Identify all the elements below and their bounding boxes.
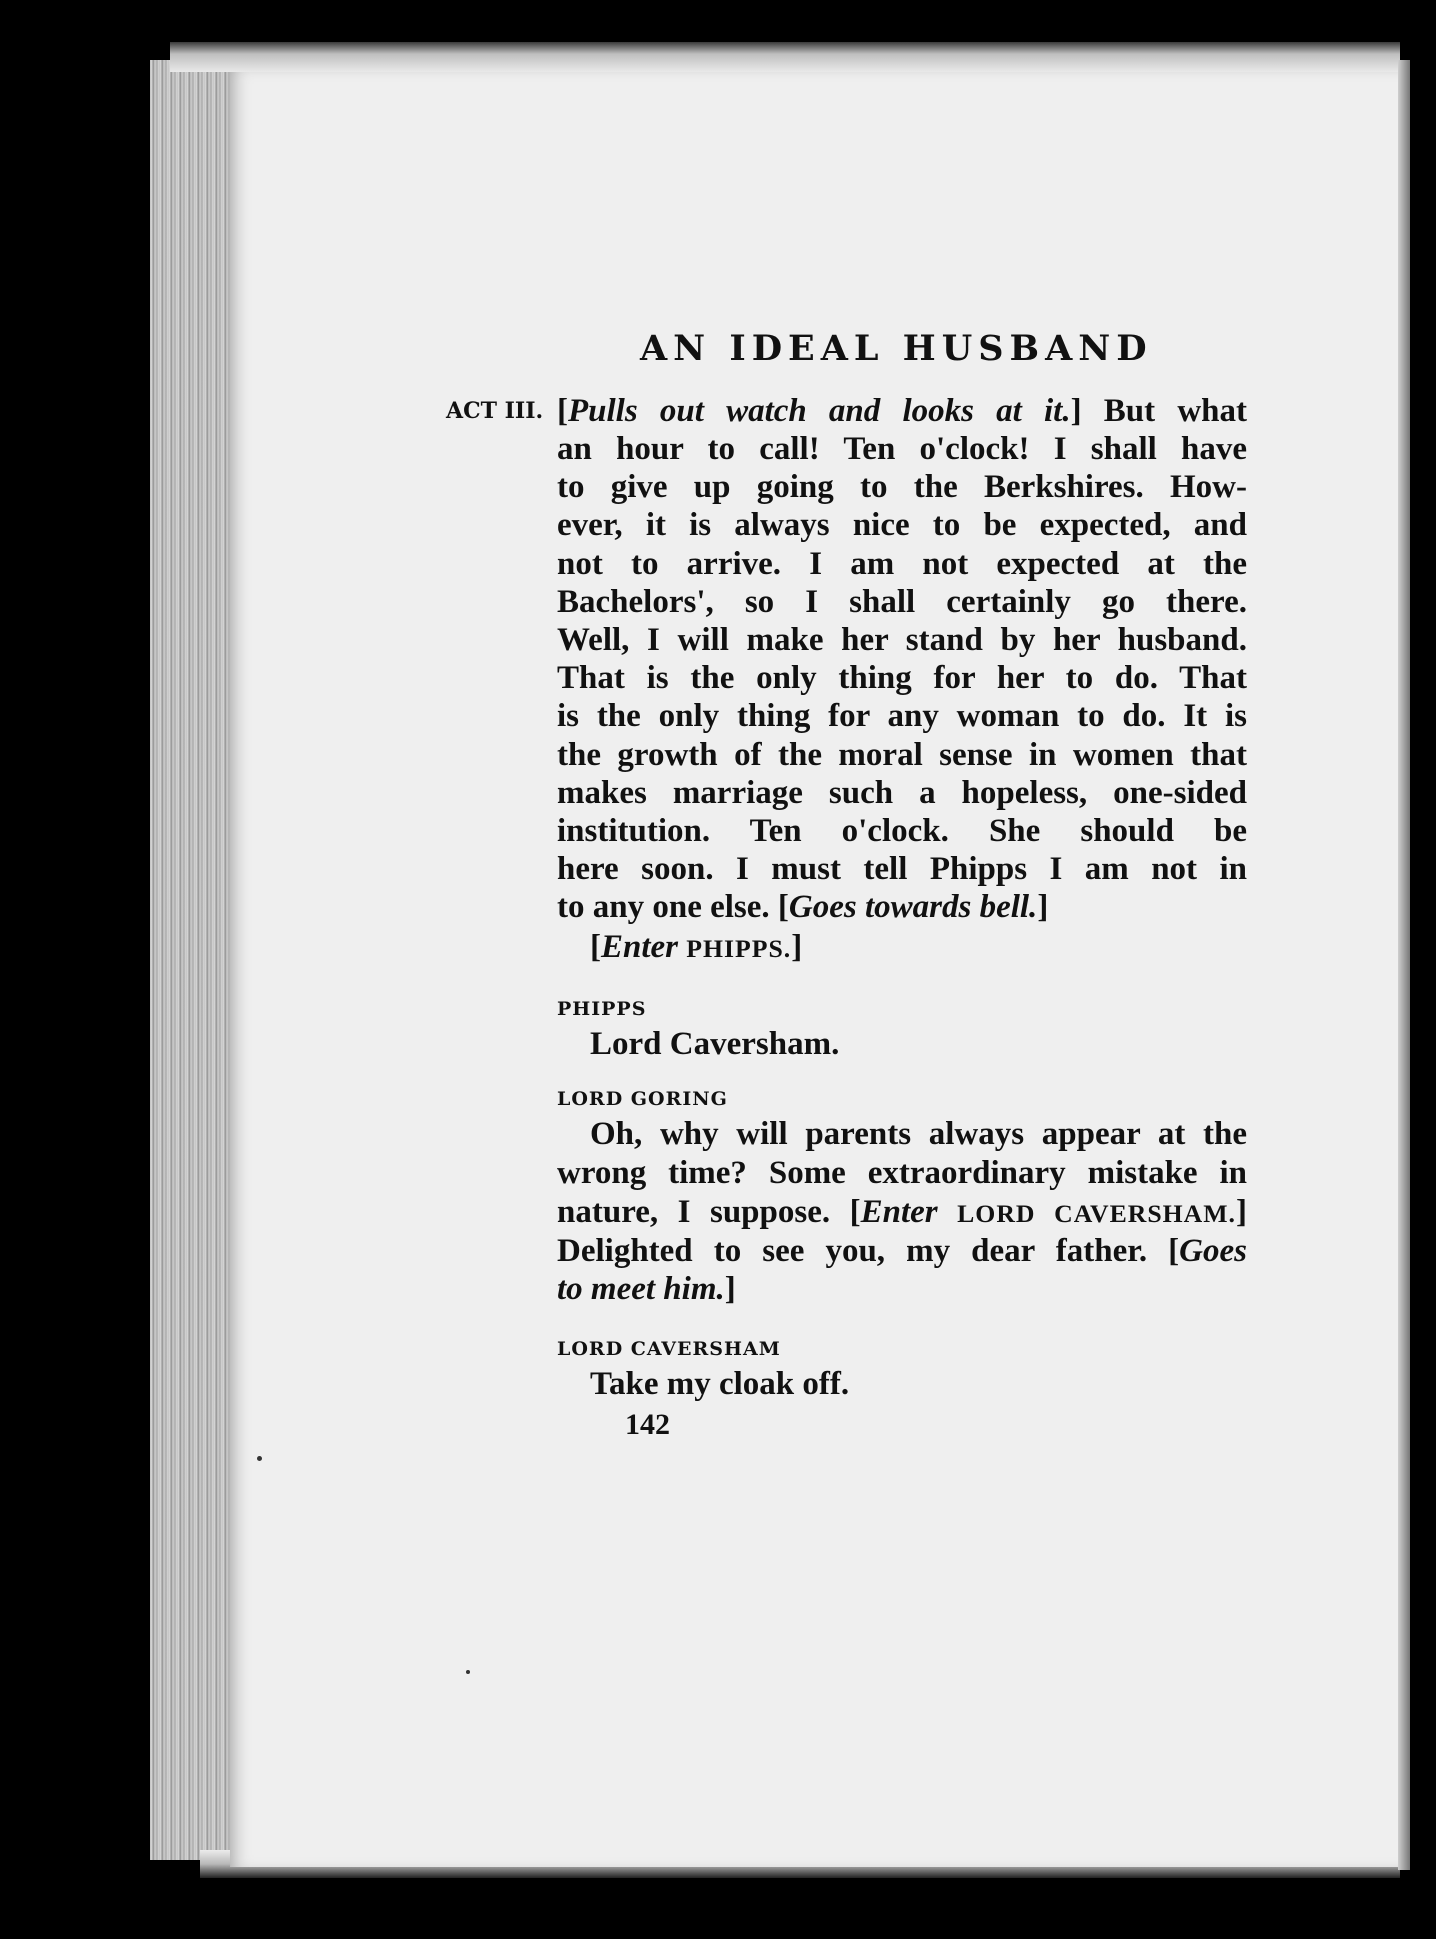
speech-line: Lord Caversham. [590,1026,840,1062]
speech-line: to any one else. [Goes towards bell.] [557,889,1049,925]
speech-line: ever, it is always nice to be expected, and [557,507,1247,543]
book-right-edge [1398,60,1410,1870]
speech-line: That is the only thing for her to do. That [557,660,1247,696]
book-page-edges [150,60,240,1860]
speech-line: to give up going to the Berkshires. How- [557,469,1247,505]
speech-line: makes marriage such a hopeless, one-sided [557,775,1247,811]
page-number: 142 [625,1408,670,1441]
speech-line: Well, I will make her stand by her husband. [557,622,1247,658]
speech-line: nature, I suppose. [Enter LORD CAVERSHAM.] [557,1194,1247,1230]
speech-line: to meet him.] [557,1271,736,1307]
speech-line: is the only thing for any woman to do. It is [557,698,1247,734]
act-label: ACT III. [446,398,544,424]
speech-line: wrong time? Some extraordinary mistake in [557,1155,1247,1191]
running-head: AN IDEAL HUSBAND [640,328,1153,369]
speech-line: the growth of the moral sense in women that [557,737,1247,773]
speech-line: Take my cloak off. [590,1366,850,1402]
speech-line: Bachelors', so I shall certainly go there. [557,584,1247,620]
ink-speck [257,1456,262,1461]
speaker-name: LORD CAVERSHAM [557,1338,781,1360]
speech-line: not to arrive. I am not expected at the [557,546,1247,582]
speech-line: [Pulls out watch and looks at it.] But what [557,393,1247,429]
stage-direction: [Enter PHIPPS.] [590,929,803,965]
speech-line: Delighted to see you, my dear father. [Goes [557,1233,1247,1269]
speech-line: here soon. I must tell Phipps I am not in [557,851,1247,887]
speaker-name: LORD GORING [557,1088,728,1110]
book-top-edge [170,42,1400,72]
speech-line: an hour to call! Ten o'clock! I shall have [557,431,1247,467]
speaker-name: PHIPPS [557,998,647,1020]
ink-speck [466,1670,470,1674]
speech-line: Oh, why will parents always appear at the [590,1116,1247,1152]
speech-line: institution. Ten o'clock. She should be [557,813,1247,849]
